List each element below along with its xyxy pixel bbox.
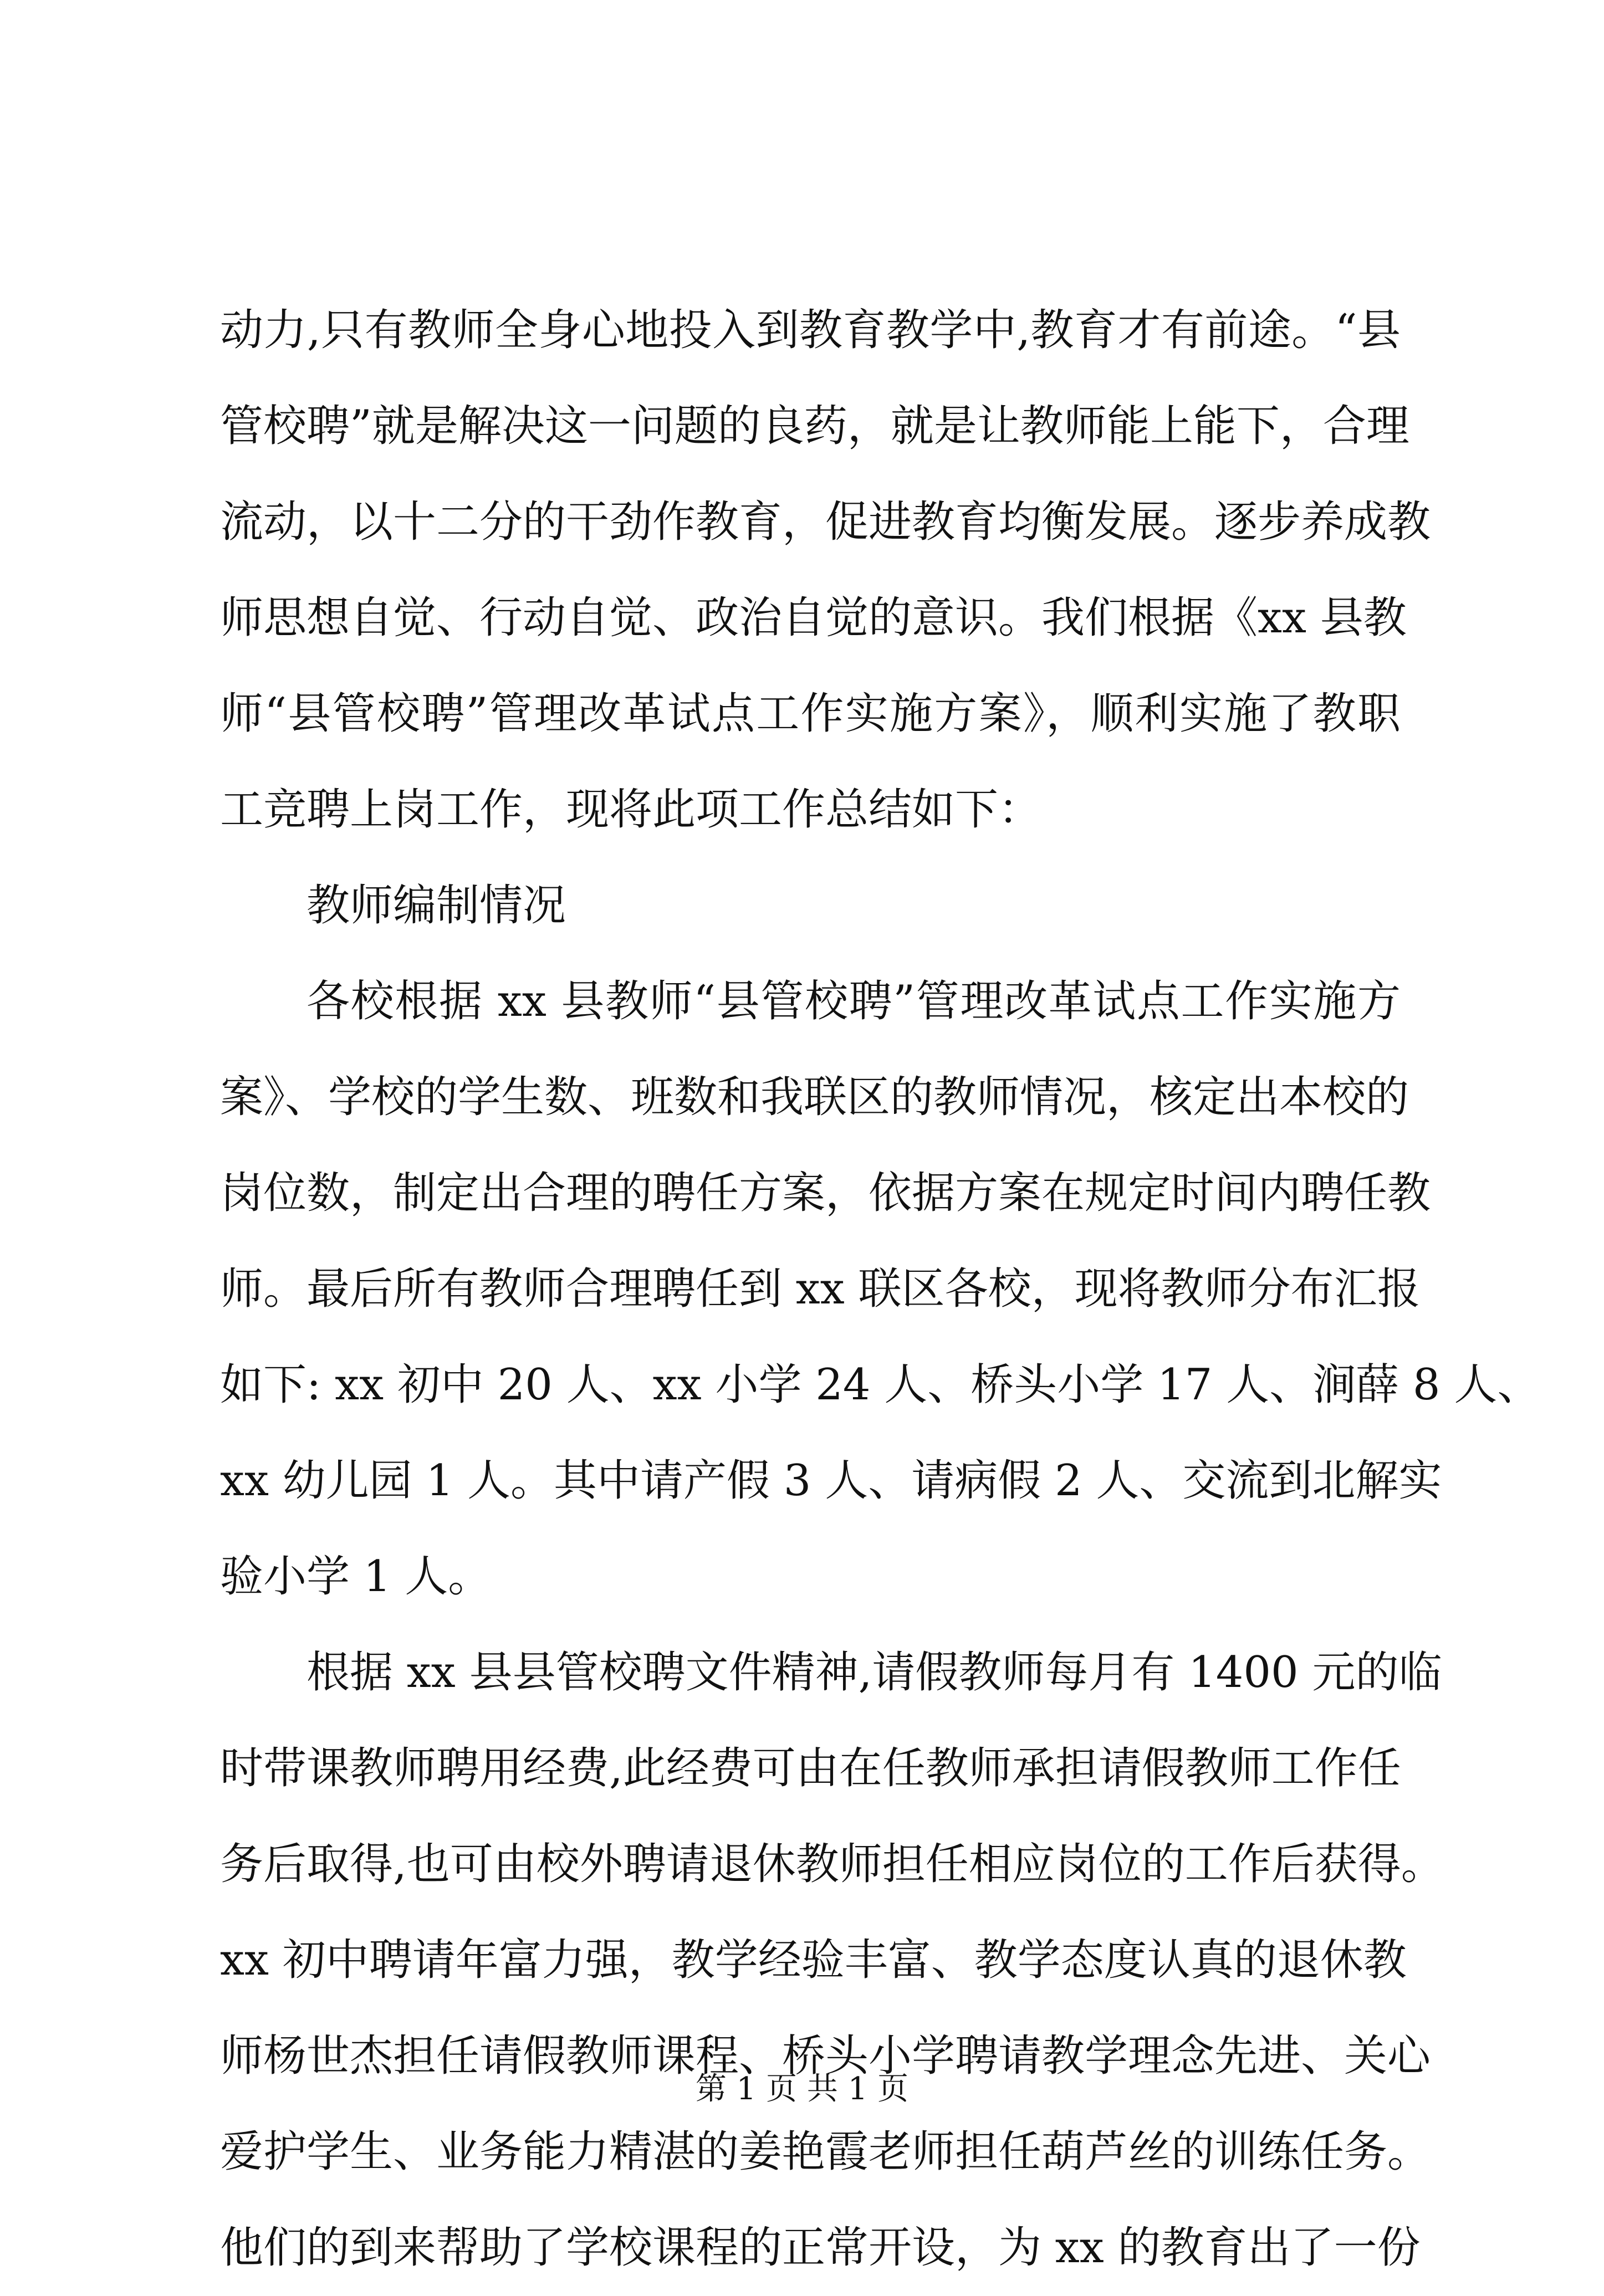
body-line-21: 他们的到来帮助了学校课程的正常开设，为 xx 的教育出了一份: [220, 2223, 1421, 2273]
document-body: [220, 283, 1541, 2296]
body-line-1: 动力,只有教师全身心地投入到教育教学中,教育才有前途。“县: [220, 305, 1401, 355]
body-line-20: 爱护学生、业务能力精湛的姜艳霞老师担任葫芦丝的训练任务。: [220, 2127, 1431, 2177]
body-line-6: 工竞聘上岗工作，现将此项工作总结如下：: [220, 785, 1042, 835]
body-line-14: 验小学 1 人。: [220, 1552, 492, 1602]
page-number-footer: 第 1 页 共 1 页: [695, 2071, 909, 2107]
body-line-18: xx 初中聘请年富力强，教学经验丰富、教学态度认真的退休教: [220, 1935, 1407, 1985]
body-line-15: 根据 xx 县县管校聘文件精神,请假教师每月有 1400 元的临: [307, 1648, 1442, 1697]
body-line-19: 师杨世杰担任请假教师课程、桥头小学聘请教学理念先进、关心: [220, 2031, 1431, 2081]
body-line-12: 如下: xx 初中 20 人、xx 小学 24 人、桥头小学 17 人、涧薛 8 人、: [220, 1360, 1541, 1410]
body-line-13: xx 幼儿园 1 人。其中请产假 3 人、请病假 2 人、交流到北解实: [220, 1456, 1442, 1506]
body-line-16: 时带课教师聘用经费,此经费可由在任教师承担请假教师工作任: [220, 1743, 1401, 1793]
body-line-9: 案》、学校的学生数、班数和我联区的教师情况，核定出本校的: [220, 1072, 1409, 1122]
body-line-10: 岗位数，制定出合理的聘任方案，依据方案在规定时间内聘任教: [220, 1168, 1431, 1218]
body-line-8: 各校根据 xx 县教师“县管校聘”管理改革试点工作实施方: [307, 976, 1401, 1026]
body-line-17: 务后取得,也可由校外聘请退休教师担任相应岗位的工作后获得。: [220, 1839, 1444, 1889]
body-line-5: 师“县管校聘”管理改革试点工作实施方案》，顺利实施了教职: [220, 689, 1401, 739]
body-line-4: 师思想自觉、行动自觉、政治自觉的意识。我们根据《xx 县教: [220, 593, 1407, 643]
body-line-2: 管校聘”就是解决这一问题的良药，就是让教师能上能下，合理: [220, 401, 1409, 451]
section-heading: 教师编制情况: [307, 881, 566, 930]
body-line-3: 流动，以十二分的干劲作教育，促进教育均衡发展。逐步养成教: [220, 497, 1431, 547]
body-line-11: 师。最后所有教师合理聘任到 xx 联区各校，现将教师分布汇报: [220, 1264, 1421, 1314]
